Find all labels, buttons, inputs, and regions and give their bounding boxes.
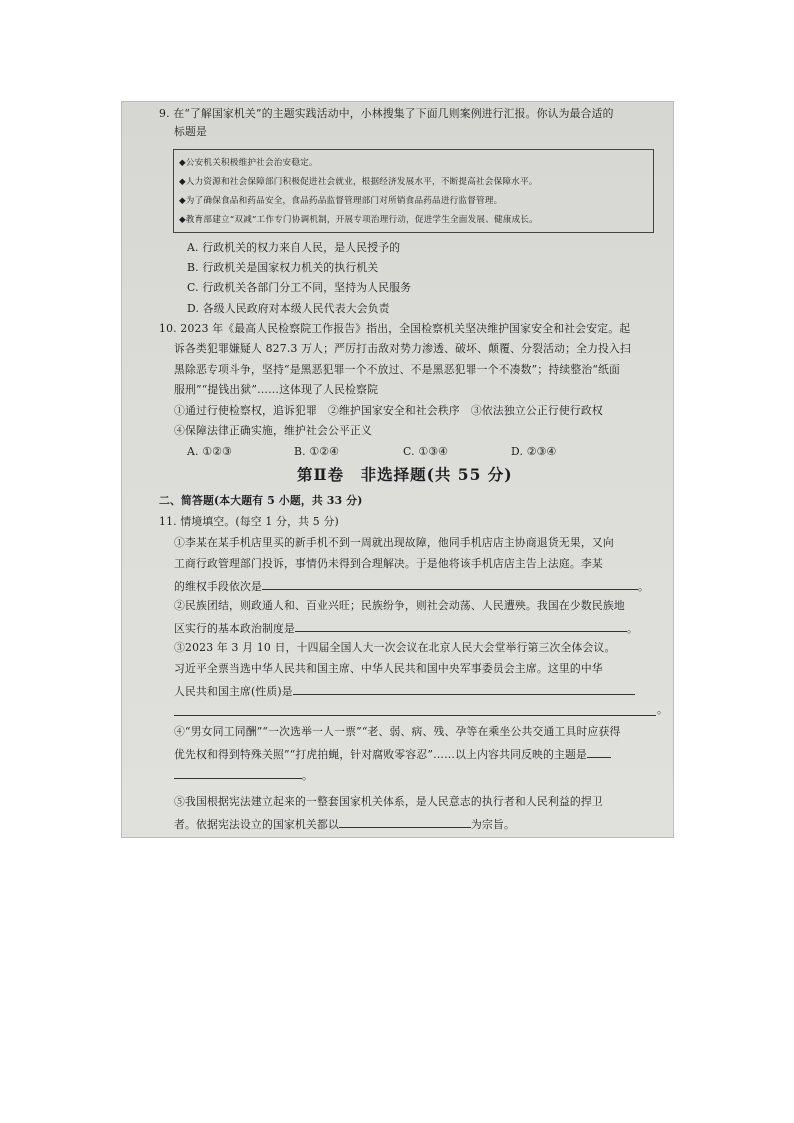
q9-case-4: ◆教育部建立“双减”工作专门协调机制，开展专项治理行动，促进学生全面发展、健康成长。 [179, 215, 538, 225]
q10-option-c: C. ①③④ [403, 445, 448, 458]
exam-page-photo [121, 101, 674, 838]
q11-p2-line-1: ②民族团结，则政通人和、百业兴旺；民族纷争，则社会动荡、人民遭殃。我国在少数民族地 [174, 599, 625, 612]
q9-option-b: B. 行政机关是国家权力机关的执行机关 [187, 261, 379, 274]
q11-p5-tail: 为宗旨。 [470, 818, 515, 831]
q11-answer-blank-4[interactable] [587, 746, 611, 758]
q11-p4-line-2 [174, 746, 611, 762]
q9-stem-line-1: 9. 在“了解国家机关”的主题实践活动中，小林搜集了下面几则案例进行汇报。你认为最合适的 [159, 107, 614, 120]
q9-stem-line-2: 标题是 [174, 125, 207, 138]
q11-p4-period: 。 [302, 769, 313, 782]
q11-title: 11. 情境填空。(每空 1 分，共 5 分) [159, 515, 339, 528]
q11-answer-blank-2[interactable] [295, 620, 627, 632]
q9-case-1: ◆公安机关积极维护社会治安稳定。 [179, 158, 318, 168]
q11-p1-line-3 [174, 578, 649, 594]
q11-p3-period: 。 [657, 703, 668, 716]
q10-items-line-2: ④保障法律正确实施，维护社会公平正义 [174, 424, 372, 437]
q10-option-d: D. ②③④ [511, 445, 557, 458]
q9-case-2: ◆人力资源和社会保障部门积极促进社会就业，根据经济发展水平，不断提高社会保障水平。 [179, 177, 538, 187]
q11-p3-line-2: 习近平全票当选中华人民共和国主席、中华人民共和国中央军事委员会主席。这里的中华 [174, 662, 603, 675]
q11-p4-line-1: ④“男女同工同酬”“一次选举一人一票”“老、弱、病、残、孕等在乘坐公共交通工具时应获得 [174, 725, 621, 738]
part-ii-heading: 第Ⅱ卷 非选择题(共 55 分) [297, 465, 513, 484]
q10-stem-line-4: 服刑”“提钱出狱”……这体现了人民检察院 [174, 383, 379, 396]
q9-case-box [173, 149, 654, 233]
q10-stem-line-2: 诉各类犯罪嫌疑人 827.3 万人；严厉打击敌对势力渗透、破坏、颠覆、分裂活动；全力投入扫 [174, 342, 632, 355]
q9-option-d: D. 各级人民政府对本级人民代表大会负责 [187, 302, 390, 315]
q11-p3-line-1: ③2023 年 3 月 10 日，十四届全国人大一次会议在北京人民大会堂举行第三次全体会议。 [174, 641, 616, 654]
q9-case-3: ◆为了确保食品和药品安全，食品药品监督管理部门对所销食品药品进行监督管理。 [179, 196, 503, 206]
q9-option-c: C. 行政机关各部门分工不同，坚持为人民服务 [187, 281, 412, 294]
short-answer-subheading: 二、简答题(本大题有 5 小题，共 33 分) [159, 494, 363, 507]
q11-p3-text: 人民共和国主席(性质)是 [174, 685, 293, 698]
q10-stem-line-1: 10. 2023 年《最高人民检察院工作报告》指出，全国检察机关坚决维护国家安全和社会安定。起 [159, 322, 631, 335]
q9-option-a: A. 行政机关的权力来自人民，是人民授予的 [187, 241, 401, 254]
q11-answer-blank-3-continued[interactable] [174, 715, 656, 716]
q11-p3-line-3 [174, 683, 635, 699]
q11-answer-blank-4-continued[interactable] [174, 767, 302, 779]
q11-p1-line-2: 工商行政管理部门投诉，事情仍未得到合理解决。于是他将该手机店店主告上法庭。李某 [174, 557, 603, 570]
q10-stem-line-3: 黑除恶专项斗争，坚持“是黑恶犯罪一个不放过、不是黑恶犯罪一个不凑数”；持续整治“纸面 [174, 363, 621, 376]
q10-option-b: B. ①②④ [294, 445, 340, 458]
q10-items-line-1: ①通过行使检察权，追诉犯罪 ②维护国家安全和社会秩序 ③依法独立公正行使行政权 [174, 404, 603, 417]
q11-p4-text: 优先权和得到特殊关照”“打虎拍蝇，针对腐败零容忍”……以上内容共同反映的主题是 [174, 748, 588, 761]
q11-answer-blank-5[interactable] [339, 816, 471, 828]
q11-p2-text: 区实行的基本政治制度是 [174, 622, 295, 635]
q11-p2-line-2 [174, 620, 638, 636]
q11-p5-line-2 [174, 816, 515, 832]
q10-option-a: A. ①②③ [187, 445, 232, 458]
q11-answer-blank-3[interactable] [293, 683, 635, 695]
q11-answer-blank-1[interactable] [262, 578, 638, 590]
q11-p4-line-3 [174, 767, 313, 783]
q11-p2-period: 。 [626, 622, 638, 635]
q11-p1-text: 的维权手段依次是 [174, 580, 262, 593]
q11-p1-period: 。 [637, 580, 649, 593]
q11-p5-text: 者。依据宪法设立的国家机关都以 [174, 818, 339, 831]
q11-p1-line-1: ①李某在某手机店里买的新手机不到一周就出现故障，他同手机店店主协商退货无果，又向 [174, 536, 614, 549]
q11-p5-line-1: ⑤我国根据宪法建立起来的一整套国家机关体系，是人民意志的执行者和人民利益的捍卫 [174, 795, 603, 808]
